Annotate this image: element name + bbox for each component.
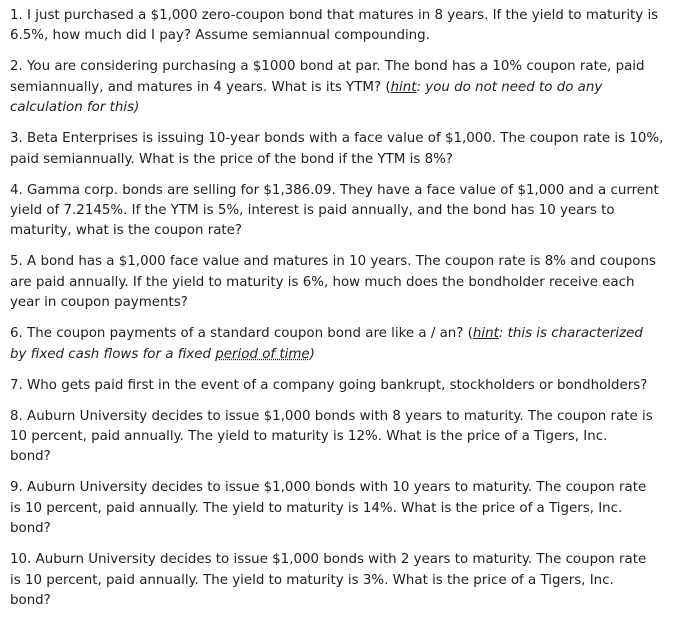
- question-2: [10, 57, 670, 118]
- question-6-hint-rest: : this is characterized by fixed cash flows for a fixed: [10, 326, 643, 362]
- question-2-text: 2. You are considering purchasing a $1000 bond at par. The bond has a 10% coupon rate, paid semiannually, and matures in 4 years. What is its YTM? (: [10, 59, 645, 95]
- question-7-text: 7. Who gets paid first in the event of a company going bankrupt, stockholders or bondholders?: [10, 377, 648, 393]
- question-3: [10, 129, 670, 170]
- question-8-text: 8. Auburn University decides to issue $1,000 bonds with 8 years to maturity. The coupon rate is 10 percent, paid annually. The yield to maturity is 12%. What is the price of a Tigers, Inc. bond?: [10, 408, 653, 465]
- question-5-text: 5. A bond has a $1,000 face value and matures in 10 years. The coupon rate is 8% and coupons are paid annually. If the yield to maturity is 6%, how much does the bondholder receive each year in coupon payments?: [10, 254, 656, 311]
- question-1-text: 1. I just purchased a $1,000 zero-coupon bond that matures in 8 years. If the yield to maturity is 6.5%, how much did I pay? Assume semiannual compounding.: [10, 8, 659, 44]
- question-6: [10, 324, 670, 365]
- question-10-text: 10. Auburn University decides to issue $1,000 bonds with 2 years to maturity. The coupon rate is 10 percent, paid annually. The yield to maturity is 3%. What is the price of a Tigers, Inc. bond?: [10, 552, 647, 609]
- question-6-hint-dotted: period of time: [215, 346, 310, 362]
- question-6-text: 6. The coupon payments of a standard coupon bond are like a / an? (: [10, 326, 473, 342]
- question-2-hint-rest: : you do not need to do any calculation for this): [10, 79, 603, 116]
- question-1: [10, 6, 670, 47]
- question-4: [10, 181, 670, 242]
- question-10: [10, 550, 670, 611]
- question-5: [10, 252, 670, 313]
- question-9-text: 9. Auburn University decides to issue $1,000 bonds with 10 years to maturity. The coupon rate is 10 percent, paid annually. The yield to maturity is 14%. What is the price of a Tigers, Inc. bond?: [10, 480, 647, 537]
- question-3-text: 3. Beta Enterprises is issuing 10-year bonds with a face value of $1,000. The coupon rate is 10%, paid semiannually. What is the price of the bond if the YTM is 8%?: [10, 131, 664, 167]
- question-9: [10, 478, 670, 539]
- question-4-text: 4. Gamma corp. bonds are selling for $1,386.09. They have a face value of $1,000 and a current yield of 7.2145%. If the YTM is 5%, interest is paid annually, and the bond has 10 years to maturity, what is the coupon rate?: [10, 182, 659, 239]
- question-6-hint-end: ): [309, 346, 315, 362]
- question-2-hint-word: hint: [390, 79, 417, 95]
- question-6-hint-word: hint: [472, 326, 499, 342]
- question-8: [10, 407, 670, 468]
- document-body: [10, 6, 670, 622]
- question-7: [10, 376, 670, 396]
